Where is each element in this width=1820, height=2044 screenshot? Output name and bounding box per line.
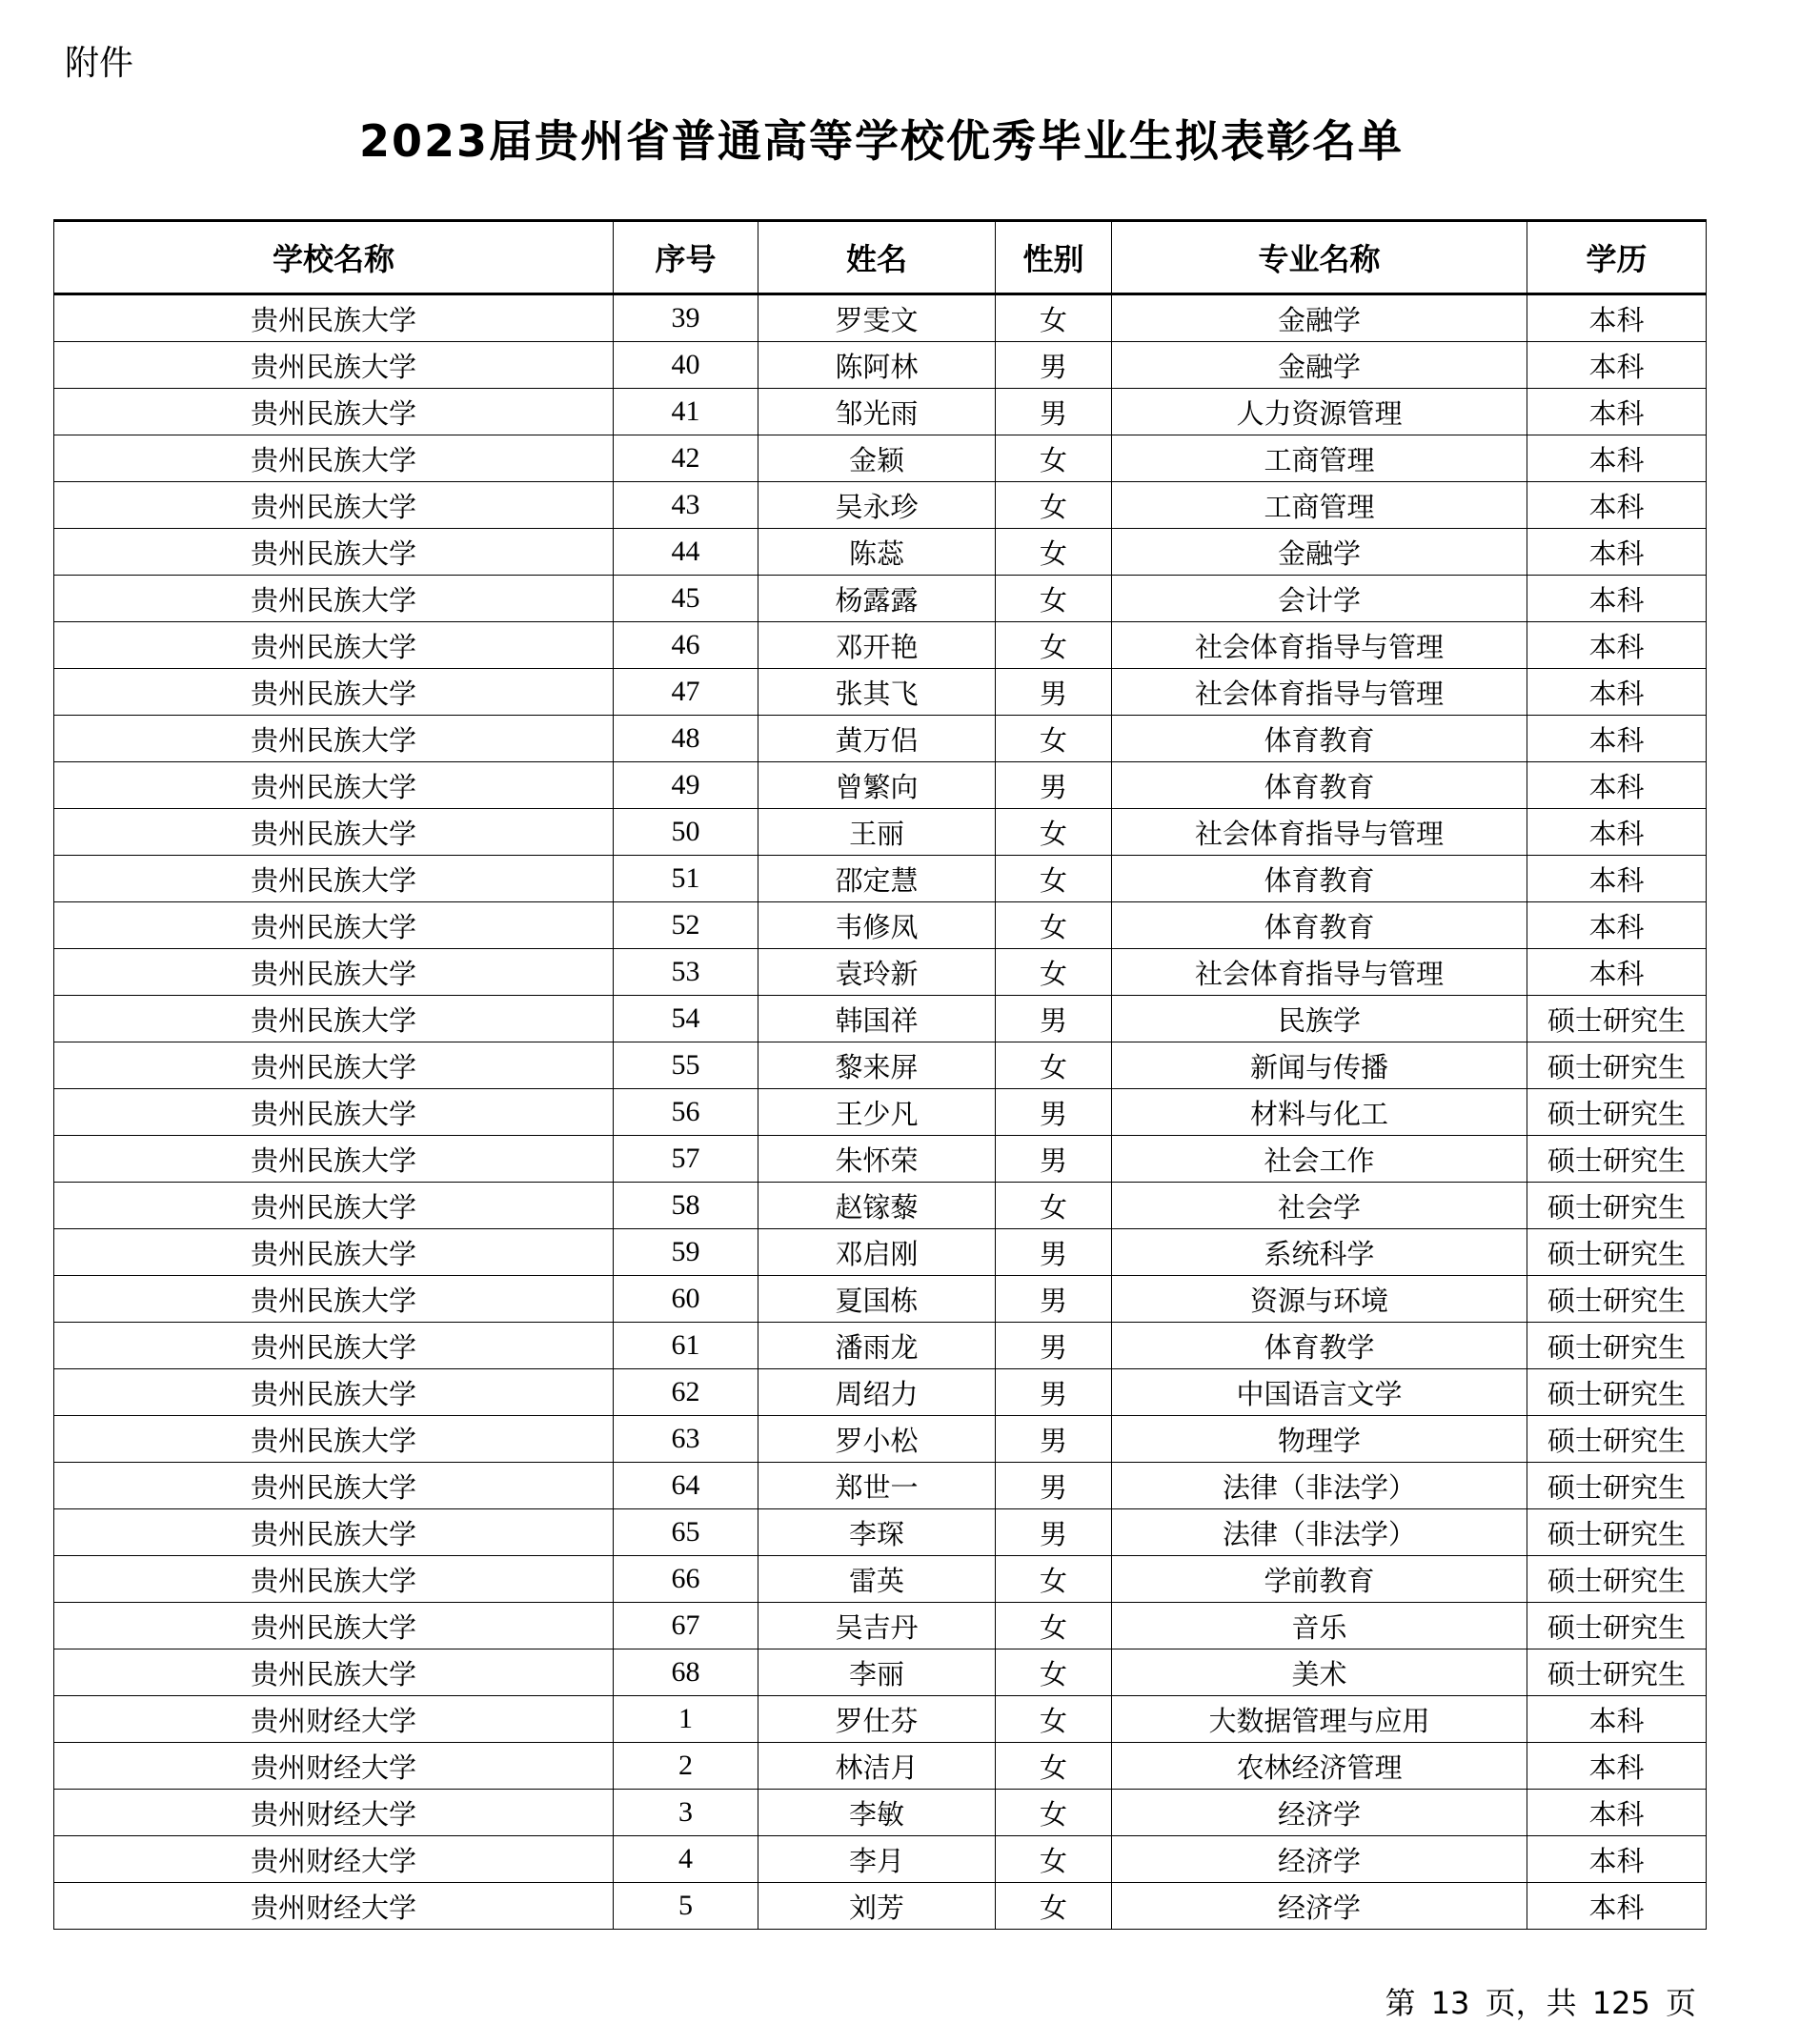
degree-cell: 本科 [1527,342,1707,389]
degree-cell: 本科 [1527,1883,1707,1930]
name-cell: 袁玲新 [758,949,996,996]
table-row [54,1042,1707,1089]
gender-cell: 女 [996,1649,1112,1696]
major-cell: 资源与环境 [1112,1276,1527,1323]
number-cell: 2 [614,1743,758,1790]
gender-cell: 男 [996,1463,1112,1509]
gender-cell: 男 [996,1416,1112,1463]
degree-cell: 本科 [1527,809,1707,856]
school-cell: 贵州民族大学 [54,529,614,576]
name-cell: 曾繁向 [758,762,996,809]
gender-cell: 男 [996,342,1112,389]
degree-cell: 本科 [1527,389,1707,435]
name-cell: 金颖 [758,435,996,482]
school-cell: 贵州民族大学 [54,1183,614,1229]
major-cell: 社会学 [1112,1183,1527,1229]
degree-cell: 硕士研究生 [1527,1463,1707,1509]
degree-cell: 本科 [1527,716,1707,762]
name-cell: 邓开艳 [758,622,996,669]
table-row [54,576,1707,622]
name-cell: 韩国祥 [758,996,996,1042]
name-cell: 郑世一 [758,1463,996,1509]
table-row [54,1183,1707,1229]
degree-cell: 硕士研究生 [1527,1136,1707,1183]
degree-cell: 硕士研究生 [1527,1556,1707,1603]
column-header-number: 序号 [614,221,758,294]
number-cell: 58 [614,1183,758,1229]
gender-cell: 男 [996,389,1112,435]
number-cell: 59 [614,1229,758,1276]
degree-cell: 本科 [1527,529,1707,576]
gender-cell: 女 [996,1183,1112,1229]
number-cell: 68 [614,1649,758,1696]
major-cell: 系统科学 [1112,1229,1527,1276]
major-cell: 体育教育 [1112,902,1527,949]
gender-cell: 男 [996,1369,1112,1416]
major-cell: 材料与化工 [1112,1089,1527,1136]
number-cell: 44 [614,529,758,576]
school-cell: 贵州民族大学 [54,1089,614,1136]
table-row [54,762,1707,809]
number-cell: 5 [614,1883,758,1930]
school-cell: 贵州民族大学 [54,762,614,809]
number-cell: 55 [614,1042,758,1089]
major-cell: 社会体育指导与管理 [1112,949,1527,996]
gender-cell: 女 [996,1603,1112,1649]
name-cell: 赵镓藜 [758,1183,996,1229]
table-row [54,622,1707,669]
table-row [54,1649,1707,1696]
gender-cell: 女 [996,902,1112,949]
gender-cell: 男 [996,762,1112,809]
column-header-degree: 学历 [1527,221,1707,294]
gender-cell: 男 [996,1276,1112,1323]
table-row [54,809,1707,856]
name-cell: 吴吉丹 [758,1603,996,1649]
degree-cell: 本科 [1527,1696,1707,1743]
name-cell: 邓启刚 [758,1229,996,1276]
gender-cell: 女 [996,576,1112,622]
school-cell: 贵州民族大学 [54,1042,614,1089]
degree-cell: 硕士研究生 [1527,1276,1707,1323]
table-row [54,1603,1707,1649]
table-row [54,1509,1707,1556]
school-cell: 贵州财经大学 [54,1790,614,1836]
degree-cell: 本科 [1527,576,1707,622]
table-row [54,1089,1707,1136]
name-cell: 雷英 [758,1556,996,1603]
degree-cell: 硕士研究生 [1527,1042,1707,1089]
gender-cell: 男 [996,1509,1112,1556]
number-cell: 63 [614,1416,758,1463]
number-cell: 4 [614,1836,758,1883]
major-cell: 法律（非法学） [1112,1509,1527,1556]
gender-cell: 女 [996,1790,1112,1836]
major-cell: 社会工作 [1112,1136,1527,1183]
number-cell: 40 [614,342,758,389]
gender-cell: 女 [996,294,1112,342]
school-cell: 贵州民族大学 [54,669,614,716]
table-row [54,342,1707,389]
major-cell: 金融学 [1112,294,1527,342]
major-cell: 工商管理 [1112,435,1527,482]
number-cell: 67 [614,1603,758,1649]
school-cell: 贵州民族大学 [54,294,614,342]
school-cell: 贵州民族大学 [54,622,614,669]
name-cell: 夏国栋 [758,1276,996,1323]
table-row [54,294,1707,342]
major-cell: 物理学 [1112,1416,1527,1463]
number-cell: 65 [614,1509,758,1556]
gender-cell: 女 [996,529,1112,576]
name-cell: 罗仕芬 [758,1696,996,1743]
name-cell: 陈阿林 [758,342,996,389]
graduates-table [53,219,1707,1930]
gender-cell: 女 [996,1883,1112,1930]
number-cell: 3 [614,1790,758,1836]
major-cell: 新闻与传播 [1112,1042,1527,1089]
column-header-name: 姓名 [758,221,996,294]
degree-cell: 本科 [1527,622,1707,669]
column-header-major: 专业名称 [1112,221,1527,294]
major-cell: 音乐 [1112,1603,1527,1649]
table-row [54,529,1707,576]
table-row [54,1276,1707,1323]
school-cell: 贵州民族大学 [54,482,614,529]
degree-cell: 硕士研究生 [1527,1323,1707,1369]
number-cell: 50 [614,809,758,856]
table-row [54,1790,1707,1836]
number-cell: 42 [614,435,758,482]
name-cell: 罗雯文 [758,294,996,342]
degree-cell: 本科 [1527,949,1707,996]
school-cell: 贵州民族大学 [54,1136,614,1183]
number-cell: 1 [614,1696,758,1743]
name-cell: 黄万侣 [758,716,996,762]
name-cell: 韦修凤 [758,902,996,949]
degree-cell: 硕士研究生 [1527,1183,1707,1229]
major-cell: 金融学 [1112,529,1527,576]
major-cell: 经济学 [1112,1836,1527,1883]
major-cell: 金融学 [1112,342,1527,389]
gender-cell: 女 [996,435,1112,482]
table-row [54,996,1707,1042]
degree-cell: 硕士研究生 [1527,1229,1707,1276]
gender-cell: 男 [996,669,1112,716]
name-cell: 罗小松 [758,1416,996,1463]
school-cell: 贵州民族大学 [54,389,614,435]
school-cell: 贵州民族大学 [54,1556,614,1603]
degree-cell: 本科 [1527,902,1707,949]
gender-cell: 男 [996,996,1112,1042]
gender-cell: 女 [996,809,1112,856]
gender-cell: 女 [996,1836,1112,1883]
school-cell: 贵州民族大学 [54,809,614,856]
gender-cell: 女 [996,716,1112,762]
table-row [54,1136,1707,1183]
degree-cell: 硕士研究生 [1527,1089,1707,1136]
table-row [54,1463,1707,1509]
degree-cell: 本科 [1527,1790,1707,1836]
major-cell: 民族学 [1112,996,1527,1042]
gender-cell: 女 [996,482,1112,529]
number-cell: 60 [614,1276,758,1323]
table-row [54,1416,1707,1463]
degree-cell: 硕士研究生 [1527,1603,1707,1649]
school-cell: 贵州民族大学 [54,716,614,762]
table-row [54,1556,1707,1603]
school-cell: 贵州民族大学 [54,902,614,949]
name-cell: 王丽 [758,809,996,856]
name-cell: 潘雨龙 [758,1323,996,1369]
column-header-school: 学校名称 [54,221,614,294]
school-cell: 贵州民族大学 [54,1649,614,1696]
name-cell: 刘芳 [758,1883,996,1930]
major-cell: 社会体育指导与管理 [1112,622,1527,669]
name-cell: 李敏 [758,1790,996,1836]
name-cell: 林洁月 [758,1743,996,1790]
table-header-row [54,221,1707,294]
number-cell: 51 [614,856,758,902]
number-cell: 52 [614,902,758,949]
table-row [54,435,1707,482]
column-header-gender: 性别 [996,221,1112,294]
major-cell: 农林经济管理 [1112,1743,1527,1790]
name-cell: 邹光雨 [758,389,996,435]
gender-cell: 女 [996,1042,1112,1089]
gender-cell: 男 [996,1229,1112,1276]
table-row [54,1369,1707,1416]
degree-cell: 本科 [1527,1743,1707,1790]
attachment-label: 附件 [65,44,134,83]
school-cell: 贵州民族大学 [54,949,614,996]
major-cell: 体育教育 [1112,716,1527,762]
number-cell: 57 [614,1136,758,1183]
degree-cell: 硕士研究生 [1527,1369,1707,1416]
table-row [54,389,1707,435]
name-cell: 陈蕊 [758,529,996,576]
major-cell: 美术 [1112,1649,1527,1696]
school-cell: 贵州民族大学 [54,1463,614,1509]
name-cell: 王少凡 [758,1089,996,1136]
number-cell: 56 [614,1089,758,1136]
name-cell: 张其飞 [758,669,996,716]
gender-cell: 男 [996,1136,1112,1183]
document-title: 2023届贵州省普通高等学校优秀毕业生拟表彰名单 [358,115,1405,167]
number-cell: 49 [614,762,758,809]
school-cell: 贵州民族大学 [54,576,614,622]
number-cell: 43 [614,482,758,529]
school-cell: 贵州民族大学 [54,1229,614,1276]
major-cell: 工商管理 [1112,482,1527,529]
name-cell: 朱怀荣 [758,1136,996,1183]
major-cell: 人力资源管理 [1112,389,1527,435]
school-cell: 贵州民族大学 [54,1369,614,1416]
table-row [54,669,1707,716]
major-cell: 社会体育指导与管理 [1112,809,1527,856]
school-cell: 贵州民族大学 [54,856,614,902]
degree-cell: 硕士研究生 [1527,996,1707,1042]
number-cell: 39 [614,294,758,342]
degree-cell: 本科 [1527,482,1707,529]
table-row [54,902,1707,949]
number-cell: 41 [614,389,758,435]
major-cell: 体育教学 [1112,1323,1527,1369]
school-cell: 贵州民族大学 [54,1323,614,1369]
major-cell: 经济学 [1112,1790,1527,1836]
name-cell: 黎来屏 [758,1042,996,1089]
gender-cell: 男 [996,1323,1112,1369]
school-cell: 贵州财经大学 [54,1836,614,1883]
gender-cell: 女 [996,622,1112,669]
gender-cell: 女 [996,856,1112,902]
school-cell: 贵州财经大学 [54,1743,614,1790]
major-cell: 会计学 [1112,576,1527,622]
degree-cell: 硕士研究生 [1527,1649,1707,1696]
degree-cell: 本科 [1527,435,1707,482]
name-cell: 杨露露 [758,576,996,622]
page-indicator: 第 13 页，共 125 页 [1385,1985,1696,2021]
major-cell: 体育教育 [1112,856,1527,902]
school-cell: 贵州财经大学 [54,1696,614,1743]
table-row [54,1836,1707,1883]
table-row [54,1323,1707,1369]
school-cell: 贵州民族大学 [54,1416,614,1463]
school-cell: 贵州民族大学 [54,1276,614,1323]
gender-cell: 女 [996,1696,1112,1743]
number-cell: 62 [614,1369,758,1416]
school-cell: 贵州民族大学 [54,1509,614,1556]
number-cell: 53 [614,949,758,996]
degree-cell: 硕士研究生 [1527,1509,1707,1556]
degree-cell: 本科 [1527,294,1707,342]
table-row [54,1229,1707,1276]
name-cell: 邵定慧 [758,856,996,902]
degree-cell: 本科 [1527,669,1707,716]
table-row [54,1743,1707,1790]
gender-cell: 女 [996,1743,1112,1790]
major-cell: 社会体育指导与管理 [1112,669,1527,716]
table-body [54,294,1707,1930]
table-row [54,856,1707,902]
table-row [54,1696,1707,1743]
name-cell: 周绍力 [758,1369,996,1416]
gender-cell: 女 [996,949,1112,996]
major-cell: 经济学 [1112,1883,1527,1930]
degree-cell: 本科 [1527,856,1707,902]
school-cell: 贵州财经大学 [54,1883,614,1930]
table-row [54,482,1707,529]
name-cell: 李月 [758,1836,996,1883]
name-cell: 李琛 [758,1509,996,1556]
number-cell: 46 [614,622,758,669]
major-cell: 中国语言文学 [1112,1369,1527,1416]
number-cell: 64 [614,1463,758,1509]
number-cell: 47 [614,669,758,716]
name-cell: 吴永珍 [758,482,996,529]
number-cell: 45 [614,576,758,622]
gender-cell: 女 [996,1556,1112,1603]
table-row [54,716,1707,762]
major-cell: 法律（非法学） [1112,1463,1527,1509]
number-cell: 61 [614,1323,758,1369]
degree-cell: 硕士研究生 [1527,1416,1707,1463]
number-cell: 54 [614,996,758,1042]
school-cell: 贵州民族大学 [54,996,614,1042]
name-cell: 李丽 [758,1649,996,1696]
degree-cell: 本科 [1527,762,1707,809]
major-cell: 大数据管理与应用 [1112,1696,1527,1743]
major-cell: 体育教育 [1112,762,1527,809]
table-row [54,1883,1707,1930]
major-cell: 学前教育 [1112,1556,1527,1603]
table-row [54,949,1707,996]
degree-cell: 本科 [1527,1836,1707,1883]
school-cell: 贵州民族大学 [54,435,614,482]
number-cell: 48 [614,716,758,762]
gender-cell: 男 [996,1089,1112,1136]
school-cell: 贵州民族大学 [54,1603,614,1649]
number-cell: 66 [614,1556,758,1603]
school-cell: 贵州民族大学 [54,342,614,389]
